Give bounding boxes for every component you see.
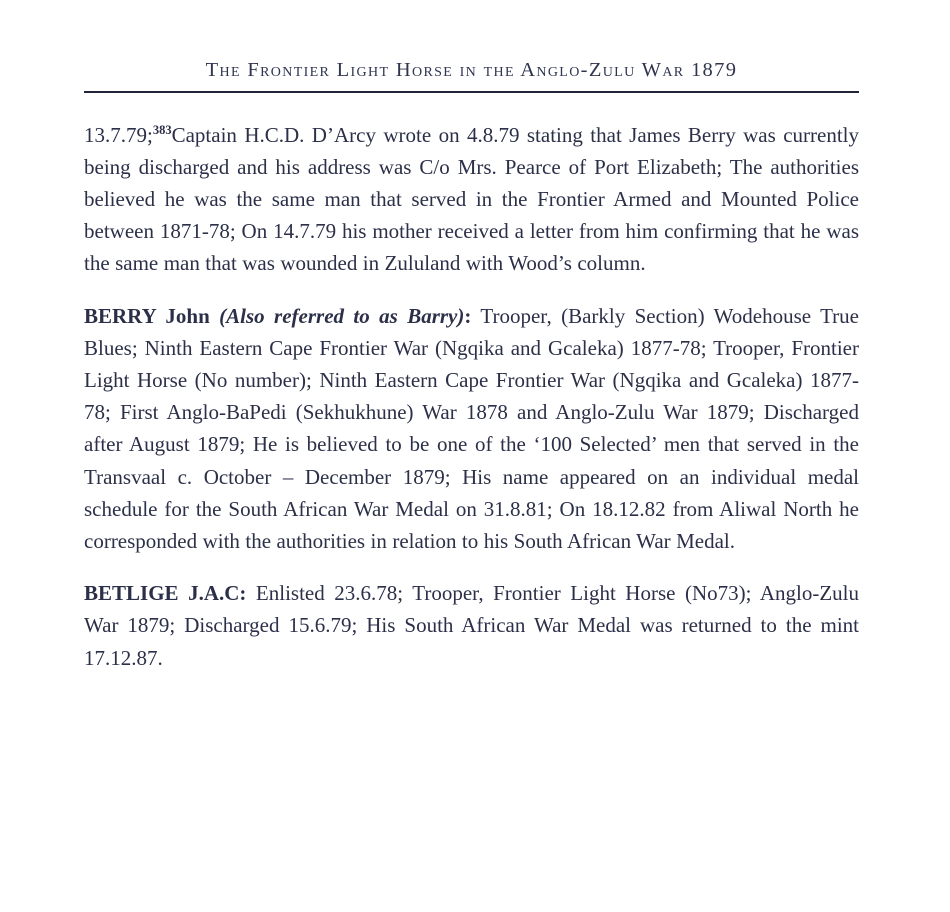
footnote-reference-marker[interactable]: 383 [152,122,172,137]
entry-lead-date: 13.7.79; [84,122,153,147]
entry-name-berry-john: BERRY John [84,303,210,328]
page-content [84,0,859,674]
paragraph-betlige-text: Enlisted 23.6.78; Trooper, Frontier Light Horse (No73); Anglo-Zulu War 1879; Discharged 15.6.79; His South African War Medal was returned to the mint 17.12.87. [84,581,859,670]
page-body [84,119,859,674]
header-divider-rule [84,91,859,93]
paragraph-berry-james [84,119,859,280]
paragraph-berry-john [84,300,859,558]
paragraph-berry-james-text: Captain H.C.D. D’Arcy wrote on 4.8.79 stating that James Berry was currently being discharged and his address was C/o Mrs. Pearce of Port Elizabeth; The authorities believed he was the same man that served in the Frontier Armed and Mounted Police between 1871-78; On 14.7.79 his mother received a letter from him confirming that he was the same man that was wounded in Zululand with Wood’s column. [84,122,859,276]
paragraph-betlige [84,577,859,674]
entry-name-betlige: BETLIGE J.A.C: [84,581,247,606]
entry-alias-berry-john: (Also referred to as Barry) [209,303,465,328]
entry-colon-berry-john: : [464,303,472,328]
paragraph-berry-john-text: Trooper, (Barkly Section) Wodehouse True Blues; Ninth Eastern Cape Frontier War (Ngqika and Gcaleka) 1877-78; Trooper, Frontier Light Horse (No number); Ninth Eastern Cape Frontier War (Ngqika and Gcaleka) 1877-78; First Anglo-BaPedi (Sekhukhune) War 1878 and Anglo-Zulu War 1879; Discharged after August 1879; He is believed to be one of the ‘100 Selected’ men that served in the Transvaal c. October – December 1879; His name appeared on an individual medal schedule for the South African War Medal on 31.8.81; On 18.12.82 from Aliwal North he corresponded with the authorities in relation to his South African War Medal. [84,303,859,554]
running-header-title: The Frontier Light Horse in the Anglo-Zulu War 1879 [205,59,738,81]
